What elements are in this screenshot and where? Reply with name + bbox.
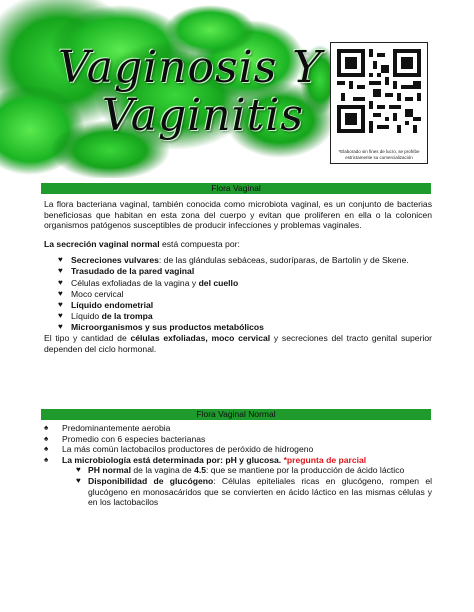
list-item	[44, 311, 432, 322]
heart-icon: ♥	[58, 299, 63, 309]
section-heading-flora-vaginal-normal: Flora Vaginal Normal	[41, 409, 431, 420]
qr-code-icon	[337, 49, 421, 133]
spade-icon: ♠	[44, 454, 49, 464]
item-text: Moco cervical	[71, 288, 124, 299]
item-bold: Líquido endometrial	[71, 299, 154, 310]
heart-icon: ♥	[58, 255, 63, 265]
spade-icon: ♠	[44, 423, 49, 432]
section-flora-vaginal-normal	[44, 423, 432, 508]
item-bold: Disponibilidad de glucógeno	[88, 475, 214, 486]
section-flora-vaginal	[44, 199, 432, 354]
qr-disclaimer: *Elaborado sin fines de lucro, se prohíbe estrictamente su comercialización	[338, 149, 420, 160]
heart-icon: ♥	[58, 321, 63, 331]
heart-icon: ♥	[58, 277, 63, 287]
item-bold: del cuello	[198, 277, 239, 288]
heart-icon: ♥	[76, 475, 81, 485]
spade-icon: ♠	[44, 433, 49, 443]
item-text: : Células epiteliales ricas en glucógeno, rompen el glucógeno en monosacáridos que se convierten en ácido láctico en las mismas células y en los lactobacilos	[88, 475, 433, 508]
sub-list-item	[74, 465, 432, 476]
title-line-1: Vaginosis Y	[58, 42, 323, 93]
heart-icon: ♥	[76, 465, 81, 475]
closing-rest: y secreciones del tracto genital superior dependen del ciclo hormonal.	[44, 333, 432, 354]
list-item	[44, 423, 432, 434]
item-bold: Secreciones vulvares	[71, 255, 159, 266]
secretion-list	[44, 255, 432, 332]
closing-bold: células exfoliadas, moco cervical	[130, 333, 271, 344]
secretion-bold: La secreción vaginal normal	[44, 238, 160, 249]
intro-paragraph: La flora bacteriana vaginal, también conocida como microbiota vaginal, es un conjunto de bacterias beneficiosas que habitan en esta zona del cuerpo y evitan que proliferen en ella o la colonicen organismos patógenos susceptibles de producir infecciones y problemas vaginales.	[44, 199, 432, 231]
sub-list-item	[74, 476, 432, 508]
item-bold: Microorganismos y sus productos metabólicos	[71, 321, 264, 332]
sub-list	[62, 465, 432, 507]
item-text: : que se mantiene por la producción de ácido láctico	[206, 465, 405, 476]
list-item	[44, 434, 432, 445]
item-text: Células exfoliadas de la vagina y	[71, 277, 199, 288]
page-title	[58, 44, 328, 140]
item-text: La más común lactobacilos productores de peróxido de hidrogeno	[62, 444, 314, 455]
secretion-rest: está compuesta por:	[159, 238, 240, 249]
item-text: Líquido	[71, 310, 102, 321]
item-text: Promedio con 6 especies bacterianas	[62, 433, 206, 444]
list-item	[44, 300, 432, 311]
title-line-2: Vaginitis	[102, 90, 304, 141]
item-text: Predominantemente aerobia	[62, 423, 171, 433]
exam-note: *pregunta de parcial	[281, 454, 367, 465]
list-item	[44, 322, 432, 333]
heart-icon: ♥	[58, 288, 63, 298]
heart-icon: ♥	[58, 310, 63, 320]
header	[0, 0, 474, 178]
item-bold: Trasudado de la pared vaginal	[71, 266, 195, 277]
list-item	[44, 455, 432, 508]
item-text: de la vagina de	[130, 465, 195, 476]
item-bold: La microbiología está determinada por: pH y glucosa.	[62, 454, 282, 465]
closing-pre: El tipo y cantidad de	[44, 333, 131, 344]
closing-paragraph	[44, 333, 432, 354]
item-bold: de la trompa	[101, 310, 153, 321]
list-item	[44, 255, 432, 266]
item-bold: PH normal	[88, 465, 131, 476]
heart-icon: ♥	[58, 266, 63, 276]
list-item	[44, 278, 432, 289]
spade-icon: ♠	[44, 444, 49, 454]
normal-flora-list	[44, 423, 432, 508]
secretion-paragraph	[44, 239, 432, 250]
section-heading-flora-vaginal: Flora Vaginal	[41, 183, 431, 194]
qr-code-box	[330, 42, 428, 164]
item-text: : de las glándulas sebáceas, sudoríparas, de Bartolin y de Skene.	[158, 255, 409, 266]
item-bold: 4.5	[194, 465, 207, 476]
list-item	[44, 444, 432, 455]
list-item	[44, 266, 432, 277]
list-item	[44, 289, 432, 300]
